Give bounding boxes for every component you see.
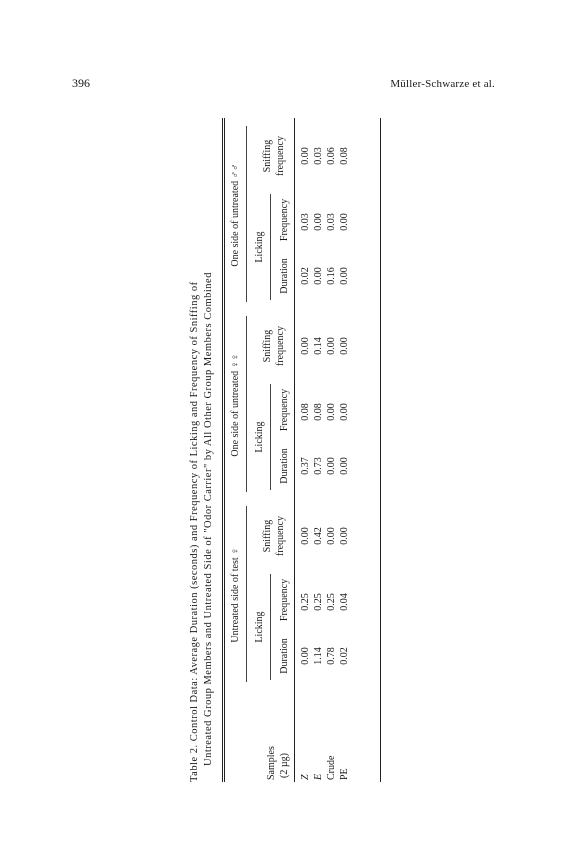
cell: 0.02 bbox=[339, 647, 350, 665]
rotated-table-block bbox=[180, 106, 404, 790]
cell: 0.25 bbox=[313, 593, 324, 611]
cell: 0.00 bbox=[339, 267, 350, 285]
frequency-header-3: Frequency bbox=[279, 198, 290, 242]
cell: 0.73 bbox=[313, 457, 324, 475]
cell: 0.00 bbox=[300, 337, 311, 355]
cell: 0.00 bbox=[300, 527, 311, 545]
cell: 0.03 bbox=[300, 213, 311, 231]
licking-rule-3 bbox=[270, 194, 271, 300]
cell: 0.00 bbox=[326, 457, 337, 475]
table-header-rule bbox=[294, 118, 295, 782]
licking-rule-1 bbox=[270, 574, 271, 680]
stub-header-line-1: Samples bbox=[266, 746, 277, 780]
group-header-2: One side of untreated ♀♀ bbox=[230, 353, 241, 457]
cell: 0.00 bbox=[339, 403, 350, 421]
group-rule-3 bbox=[246, 126, 247, 302]
page-number: 396 bbox=[72, 76, 90, 90]
cell: 0.08 bbox=[300, 403, 311, 421]
cell: 0.00 bbox=[339, 337, 350, 355]
table-caption-line-2: Untreated Group Members and Untreated Side of "Odor Carrier" by All Other Group Members Combined bbox=[203, 272, 214, 766]
cell: 0.16 bbox=[326, 267, 337, 285]
sniffing-header-2b: frequency bbox=[275, 326, 286, 366]
cell: 0.03 bbox=[326, 213, 337, 231]
cell: 0.14 bbox=[313, 337, 324, 355]
row-label: Crude bbox=[326, 755, 337, 780]
table-caption bbox=[188, 112, 216, 782]
cell: 0.00 bbox=[326, 527, 337, 545]
duration-header-2: Duration bbox=[279, 448, 290, 484]
cell: 0.37 bbox=[300, 457, 311, 475]
group-rule-1 bbox=[246, 506, 247, 682]
cell: 0.04 bbox=[339, 593, 350, 611]
row-label: E bbox=[313, 773, 324, 780]
duration-header-3: Duration bbox=[279, 258, 290, 294]
duration-header-1: Duration bbox=[279, 638, 290, 674]
cell: 0.00 bbox=[313, 213, 324, 231]
cell: 0.00 bbox=[300, 147, 311, 165]
row-label: PE bbox=[339, 768, 350, 780]
cell: 0.02 bbox=[300, 267, 311, 285]
frequency-header-1: Frequency bbox=[279, 578, 290, 622]
cell: 1.14 bbox=[313, 647, 324, 665]
cell: 0.00 bbox=[313, 267, 324, 285]
cell: 0.06 bbox=[326, 147, 337, 165]
cell: 0.00 bbox=[339, 527, 350, 545]
sniffing-header-1a: Sniffing bbox=[262, 519, 273, 553]
stub-header-line-2: (2 µg) bbox=[279, 753, 290, 778]
cell: 0.25 bbox=[300, 593, 311, 611]
cell: 0.25 bbox=[326, 593, 337, 611]
table-top-rule bbox=[222, 118, 225, 782]
cell: 0.08 bbox=[313, 403, 324, 421]
table-bottom-rule bbox=[380, 118, 381, 782]
row-label: Z bbox=[300, 774, 311, 780]
cell: 0.78 bbox=[326, 647, 337, 665]
licking-header-3: Licking bbox=[254, 231, 265, 263]
licking-rule-2 bbox=[270, 384, 271, 490]
cell: 0.08 bbox=[339, 147, 350, 165]
cell: 0.00 bbox=[326, 403, 337, 421]
group-header-3: One side of untreated ♂♂ bbox=[230, 163, 241, 267]
frequency-header-2: Frequency bbox=[279, 388, 290, 432]
cell: 0.03 bbox=[313, 147, 324, 165]
licking-header-1: Licking bbox=[254, 611, 265, 643]
group-header-1: Untreated side of test ♀ bbox=[230, 547, 241, 643]
sniffing-header-2a: Sniffing bbox=[262, 329, 273, 363]
group-rule-2 bbox=[246, 316, 247, 492]
cell: 0.00 bbox=[339, 213, 350, 231]
sniffing-header-1b: frequency bbox=[275, 516, 286, 556]
sniffing-header-3b: frequency bbox=[275, 136, 286, 176]
cell: 0.00 bbox=[300, 647, 311, 665]
cell: 0.00 bbox=[326, 337, 337, 355]
cell: 0.42 bbox=[313, 527, 324, 545]
licking-header-2: Licking bbox=[254, 421, 265, 453]
cell: 0.00 bbox=[339, 457, 350, 475]
sniffing-header-3a: Sniffing bbox=[262, 139, 273, 173]
table-caption-line-1: Table 2. Control Data: Average Duration (seconds) and Frequency of Licking and Frequency of Sniffing of bbox=[189, 281, 200, 782]
running-head: Müller-Schwarze et al. bbox=[390, 78, 495, 90]
